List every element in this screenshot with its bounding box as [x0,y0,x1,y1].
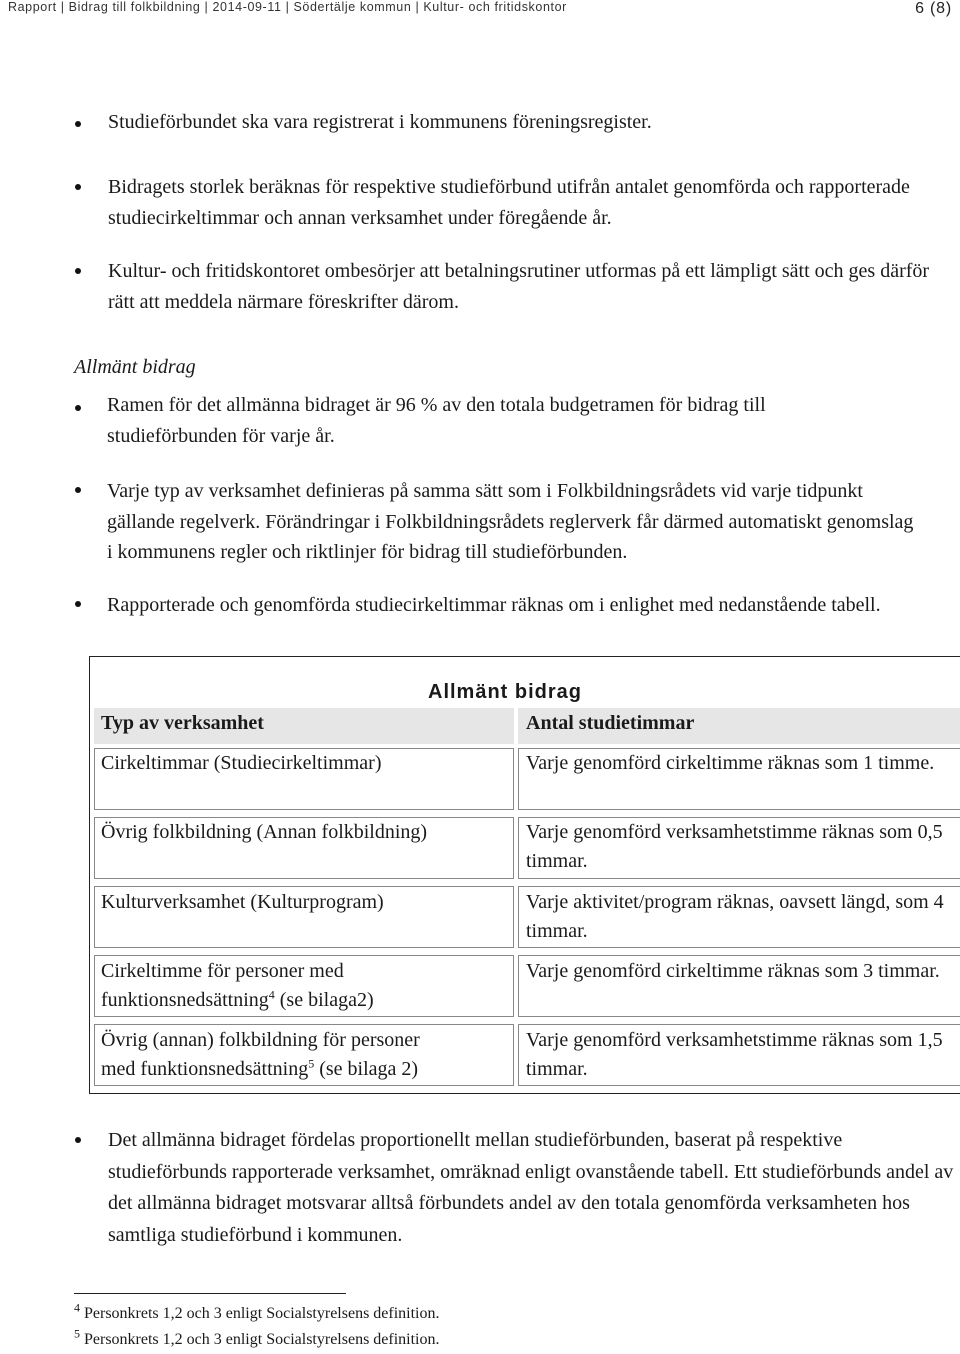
table-cell-type: Cirkeltimmar (Studiecirkeltimmar) [101,752,382,774]
list-item: Ramen för det allmänna bidraget är 96 % av den totala budgetramen för bidrag till studieförbunden för varje år. [107,394,766,447]
type-line2: med funktionsnedsättning [101,1058,309,1080]
list-item: Varje typ av verksamhet definieras på samma sätt som i Folkbildningsrådets vid varje tidpunkt gällande regelverk. Förändringar i Folkbildningsrådets reglerverk får därmed automatiskt genomslag i kommunens regler och riktlinjer för bidrag till studieförbunden. [107,480,914,563]
list-item: Det allmänna bidraget fördelas proportionellt mellan studieförbunden, baserat på respektive studieförbunds rapporterade verksamhet, omräknad enligt ovanstående tabell. Ett studieförbunds andel av det allmänna bidraget motsvarar alltså förbundets andel av den totala genomförda verksamheten hos samtliga studieförbund i kommunen. [108,1129,954,1246]
type-line1: Cirkeltimme för personer med [101,960,344,982]
footnote-ref: 5 [308,1056,315,1071]
allmant-bidrag-table [89,656,960,1094]
header-breadcrumb: Rapport | Bidrag till folkbildning | 2014-09-11 | Södertälje kommun | Kultur- och fritidskontor [8,0,567,14]
footnote-ref: 4 [268,987,275,1002]
bullet-dot [75,121,81,127]
column-header-type: Typ av verksamhet [101,712,264,734]
table-cell-hours: Varje genomförd verksamhetstimme räknas som 0,5 timmar. [526,821,943,872]
type-line2-suffix: (se bilaga 2) [314,1058,419,1080]
bullet-dot [75,487,81,493]
bullet-dot [75,601,81,607]
list-item: Kultur- och fritidskontoret ombesörjer att betalningsrutiner utformas på ett lämpligt sätt och ges därför rätt att meddela närmare föreskrifter därom. [108,260,930,313]
page-header [8,0,952,20]
footnote-number: 4 [74,1300,80,1315]
table-cell-type [101,1026,511,1084]
table-title: Allmänt bidrag [428,681,583,703]
bullet-dot [75,1137,81,1143]
table-cell-hours: Varje genomförd cirkeltimme räknas som 1 timme. [526,752,935,774]
footnote-text: Personkrets 1,2 och 3 enligt Socialstyrelsens definition. [84,1331,440,1348]
bullet-dot [75,268,81,274]
footnote-divider [74,1293,346,1294]
table-cell-type [101,957,511,1015]
type-line1: Övrig (annan) folkbildning för personer [101,1029,420,1051]
section-heading: Allmänt bidrag [74,356,196,378]
table-cell-hours: Varje genomförd verksamhetstimme räknas som 1,5 timmar. [526,1029,943,1080]
table-cell-hours: Varje genomförd cirkeltimme räknas som 3 timmar. [526,960,940,982]
list-item: Studieförbundet ska vara registrerat i kommunens föreningsregister. [108,111,652,133]
column-header-hours: Antal studietimmar [526,712,695,734]
table-cell-type: Kulturverksamhet (Kulturprogram) [101,891,384,913]
bullet-dot [75,184,81,190]
page-number: 6 (8) [915,0,952,17]
footnote-text: Personkrets 1,2 och 3 enligt Socialstyrelsens definition. [84,1305,440,1322]
list-item: Bidragets storlek beräknas för respektive studieförbund utifrån antalet genomförda och rapporterade studiecirkeltimmar och annan verksamhet under föregående år. [108,176,910,229]
type-line2: funktionsnedsättning [101,989,269,1011]
footnote [74,1326,440,1350]
footnote-number: 5 [74,1326,80,1341]
bullet-dot [75,405,81,411]
table-cell-type: Övrig folkbildning (Annan folkbildning) [101,821,428,843]
table-cell-hours: Varje aktivitet/program räknas, oavsett längd, som 4 timmar. [526,891,944,942]
list-item: Rapporterade och genomförda studiecirkeltimmar räknas om i enlighet med nedanstående tabell. [107,594,881,616]
footnote [74,1300,440,1324]
type-line2-suffix: (se bilaga2) [274,989,374,1011]
